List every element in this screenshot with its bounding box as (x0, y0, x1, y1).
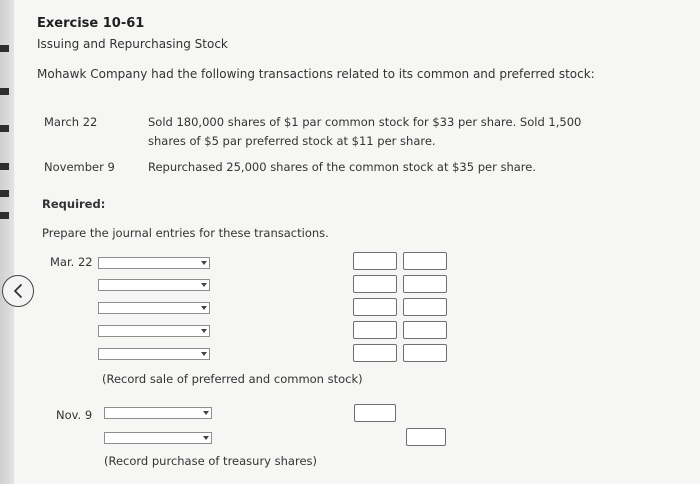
exercise-subtitle: Issuing and Repurchasing Stock (37, 37, 228, 51)
strip-mark (0, 190, 9, 197)
strip-mark (0, 45, 9, 52)
transaction-description: Repurchased 25,000 shares of the common stock at $35 per share. (148, 160, 537, 174)
caret-down-icon (203, 411, 209, 415)
debit-input[interactable] (353, 275, 397, 293)
account-select[interactable] (98, 302, 210, 314)
entry-note: (Record purchase of treasury shares) (104, 454, 317, 468)
transaction-description: shares of $5 par preferred stock at $11 per share. (148, 134, 436, 148)
strip-mark (0, 212, 9, 219)
credit-input[interactable] (403, 298, 447, 316)
entry-date: Nov. 9 (56, 408, 93, 422)
exercise-title: Exercise 10-61 (37, 16, 145, 31)
account-select[interactable] (104, 407, 212, 419)
debit-input[interactable] (354, 404, 396, 422)
account-select[interactable] (104, 432, 212, 444)
caret-down-icon (201, 261, 207, 265)
credit-input[interactable] (403, 275, 447, 293)
account-select[interactable] (98, 325, 210, 337)
caret-down-icon (201, 283, 207, 287)
entry-date: Mar. 22 (50, 255, 93, 269)
account-select[interactable] (98, 348, 210, 360)
account-select[interactable] (98, 257, 210, 269)
strip-mark (0, 163, 9, 170)
transaction-date: March 22 (44, 115, 98, 129)
required-heading: Required: (42, 197, 106, 211)
account-select[interactable] (98, 279, 210, 291)
credit-input[interactable] (403, 344, 447, 362)
strip-mark (0, 88, 9, 95)
debit-input[interactable] (353, 321, 397, 339)
back-button[interactable] (2, 275, 34, 307)
required-instruction: Prepare the journal entries for these transactions. (42, 226, 329, 240)
exercise-page (14, 0, 700, 484)
left-edge-strip (0, 0, 14, 484)
debit-input[interactable] (353, 344, 397, 362)
credit-input[interactable] (406, 428, 446, 446)
debit-input[interactable] (353, 252, 397, 270)
caret-down-icon (201, 352, 207, 356)
chevron-left-icon (11, 283, 25, 299)
caret-down-icon (201, 306, 207, 310)
debit-input[interactable] (353, 298, 397, 316)
strip-mark (0, 125, 9, 132)
intro-text: Mohawk Company had the following transactions related to its common and preferred stock: (37, 67, 595, 81)
entry-note: (Record sale of preferred and common stock) (102, 372, 363, 386)
transaction-date: November 9 (44, 160, 115, 174)
credit-input[interactable] (403, 321, 447, 339)
transaction-description: Sold 180,000 shares of $1 par common stock for $33 per share. Sold 1,500 (148, 115, 582, 129)
caret-down-icon (203, 436, 209, 440)
caret-down-icon (201, 329, 207, 333)
credit-input[interactable] (403, 252, 447, 270)
